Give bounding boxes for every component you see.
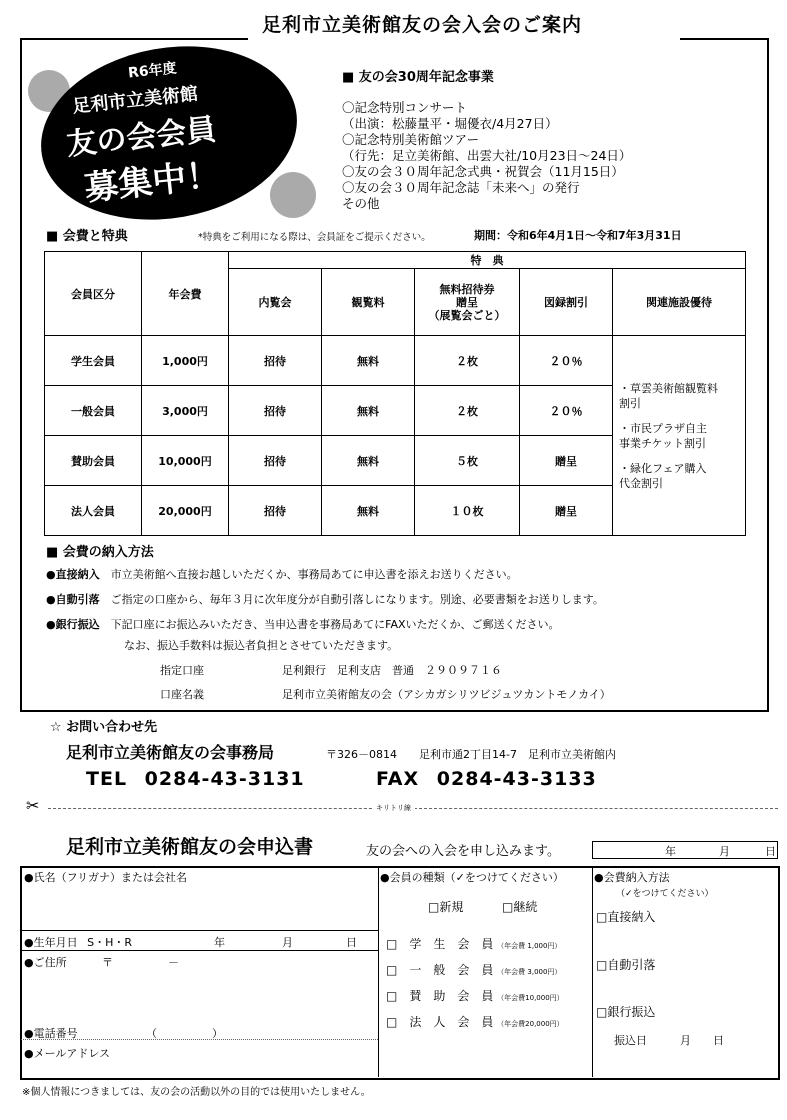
type-option[interactable]: □ 賛 助 会 員 （年会費10,000円） [386, 989, 564, 1003]
member-fee: 1,000円 [142, 336, 229, 386]
admission: 無料 [322, 386, 415, 436]
phone-label: ●電話番号 [24, 1027, 78, 1040]
account-label: 指定口座 [160, 664, 204, 677]
scissors-icon: ✂ [26, 796, 40, 815]
table-row [45, 336, 746, 386]
anniversary-item: 〇友の会３０周年記念誌「未来へ」の発行 [342, 180, 580, 195]
member-fee: 10,000円 [142, 436, 229, 486]
payment-label: ●直接納入 [46, 568, 100, 581]
fax-label: FAX [376, 768, 420, 790]
renew-checkbox[interactable]: □継続 [502, 900, 538, 914]
tel-label: TEL [86, 768, 128, 790]
tickets: ２枚 [415, 386, 520, 436]
contact-heading: ☆ お問い合わせ先 [50, 720, 158, 735]
payment-text: ご指定の口座から、毎年３月に次年度分が自動引落しになります。別途、必要書類をお送りします。 [110, 593, 604, 606]
member-class: 一般会員 [45, 386, 142, 436]
member-class: 法人会員 [45, 486, 142, 536]
preview: 招待 [229, 386, 322, 436]
catalog: 贈呈 [520, 436, 613, 486]
facility-item: ・緑化フェア購入 代金割引 [619, 461, 707, 490]
anniversary-item: （行先：足立美術館、出雲大社/10月23日〜24日） [342, 148, 632, 163]
postal-field[interactable]: 〒 － [102, 956, 179, 969]
tickets: ２枚 [415, 336, 520, 386]
birth-month: 月 [282, 936, 293, 949]
name-label: ●氏名（フリガナ）または会社名 [24, 871, 188, 884]
birth-era: S・H・R [87, 936, 133, 949]
payment-text: 市立美術館へ直接お越しいただくか、事務局あてに申込書を添えお送りください。 [110, 568, 518, 581]
fax-number: 0284-43-3133 [436, 768, 597, 790]
type-label: ●会員の種類（✓をつけてください） [380, 871, 564, 884]
fees-period: 期間：令和6年4月1日〜令和7年3月31日 [474, 229, 682, 242]
catalog: ２０％ [520, 336, 613, 386]
admission: 無料 [322, 436, 415, 486]
page-title: 足利市立美術館友の会入会のご案内 [262, 14, 583, 36]
transfer-date[interactable]: 振込日 月 日 [614, 1034, 724, 1047]
anniversary-item: 〇記念特別コンサート [342, 100, 468, 115]
preview: 招待 [229, 486, 322, 536]
member-fee: 20,000円 [142, 486, 229, 536]
holder-value: 足利市立美術館友の会（アシカガシリツビジュツカントモノカイ） [282, 688, 611, 701]
member-class: 学生会員 [45, 336, 142, 386]
decor-circle [270, 172, 316, 218]
name-field[interactable] [24, 885, 374, 927]
anniversary-item: その他 [342, 196, 380, 211]
fees-heading: ■ 会費と特典 [46, 229, 128, 244]
birth-label: ●生年月日 [24, 936, 78, 949]
form-title: 足利市立美術館友の会申込書 [66, 836, 314, 858]
anniversary-list [342, 100, 631, 212]
benefit-col-header: 内覧会 [229, 269, 322, 336]
type-list [386, 932, 564, 1036]
new-checkbox[interactable]: □新規 [428, 900, 464, 914]
fee-note: なお、振込手数料は振込者負担とさせていただきます。 [124, 639, 399, 652]
address-label: ●ご住所 [24, 956, 67, 969]
admission: 無料 [322, 486, 415, 536]
holder-label: 口座名義 [160, 688, 204, 701]
badge-year: R6年度 [127, 60, 178, 82]
contact-office: 足利市立美術館友の会事務局 [66, 743, 275, 762]
preview: 招待 [229, 336, 322, 386]
anniversary-item: （出演：松藤量平・堀優衣/4月27日） [342, 116, 558, 131]
col-fee-header: 年会費 [142, 252, 229, 336]
payment-text: 下記口座にお振込みいただき、当申込書を事務局あてにFAXいただくか、ご郵送ください。 [110, 618, 560, 631]
col-class-header: 会員区分 [45, 252, 142, 336]
benefit-col-header: 観覧料 [322, 269, 415, 336]
fax-block [376, 768, 597, 790]
type-option[interactable]: □ 法 人 会 員 （年会費20,000円） [386, 1015, 564, 1029]
tel-number: 0284-43-3131 [144, 768, 305, 790]
pay-note: （✓をつけてください） [616, 889, 714, 899]
member-fee: 3,000円 [142, 386, 229, 436]
anniversary-item: 〇記念特別美術館ツアー [342, 132, 480, 147]
phone-field[interactable]: （ ） [146, 1027, 223, 1040]
preview: 招待 [229, 436, 322, 486]
payment-label: ●自動引落 [46, 593, 100, 606]
birth-day: 日 [346, 936, 357, 949]
tel-block [86, 768, 305, 790]
form-statement: 友の会への入会を申し込みます。 [366, 844, 560, 859]
col-benefit-header: 特 典 [229, 252, 746, 269]
tickets: ５枚 [415, 436, 520, 486]
pay-label: ●会費納入方法 [594, 871, 670, 884]
type-option[interactable]: □ 一 般 会 員 （年会費 3,000円） [386, 963, 562, 977]
benefit-col-header: 無料招待券 贈呈 （展覧会ごと） [415, 269, 520, 336]
form-date-box[interactable] [592, 841, 778, 859]
date-year: 年 [665, 845, 676, 858]
payment-list [46, 562, 604, 637]
facility-item: ・市民プラザ自主 事業チケット割引 [619, 421, 707, 450]
email-label: ●メールアドレス [24, 1047, 111, 1060]
date-month: 月 [719, 845, 730, 858]
fees-note: *特典をご利用になる際は、会員証をご提示ください。 [198, 232, 431, 243]
facility-cell [613, 336, 746, 536]
badge-line1: 足利市立美術館 [71, 83, 199, 118]
member-class: 賛助会員 [45, 436, 142, 486]
birth-year: 年 [214, 936, 225, 949]
catalog: 贈呈 [520, 486, 613, 536]
tickets: １０枚 [415, 486, 520, 536]
facility-item: ・草雲美術館観覧料 割引 [619, 381, 718, 410]
pay-auto-checkbox[interactable]: □自動引落 [596, 958, 656, 972]
badge-line2: 友の会会員 [64, 112, 218, 163]
catalog: ２０％ [520, 386, 613, 436]
fee-table [44, 251, 746, 536]
birth-row[interactable] [24, 934, 374, 950]
payment-heading: ■ 会費の納入方法 [46, 545, 154, 560]
privacy-note: ※個人情報につきましては、友の会の活動以外の目的では使用いたしません。 [22, 1087, 371, 1098]
anniversary-item: 〇友の会３０周年記念式典・祝賀会（11月15日） [342, 164, 624, 179]
badge-line3: 募集中！ [82, 154, 223, 209]
payment-label: ●銀行振込 [46, 618, 100, 631]
type-option[interactable]: □ 学 生 会 員 （年会費 1,000円） [386, 937, 562, 951]
benefit-col-header: 関連施設優待 [613, 269, 746, 336]
pay-direct-checkbox[interactable]: □直接納入 [596, 910, 656, 924]
account-value: 足利銀行 足利支店 普通 ２９０９７１６ [282, 664, 502, 677]
pay-bank-checkbox[interactable]: □銀行振込 [596, 1005, 656, 1019]
anniversary-heading: ■ 友の会30周年記念事業 [342, 70, 494, 85]
admission: 無料 [322, 336, 415, 386]
contact-address: 〒326－0814 足利市通2丁目14-7 足利市立美術館内 [326, 748, 616, 761]
cut-line-label: キリトリ線 [372, 803, 415, 813]
benefit-col-header: 図録割引 [520, 269, 613, 336]
date-day: 日 [765, 845, 776, 858]
